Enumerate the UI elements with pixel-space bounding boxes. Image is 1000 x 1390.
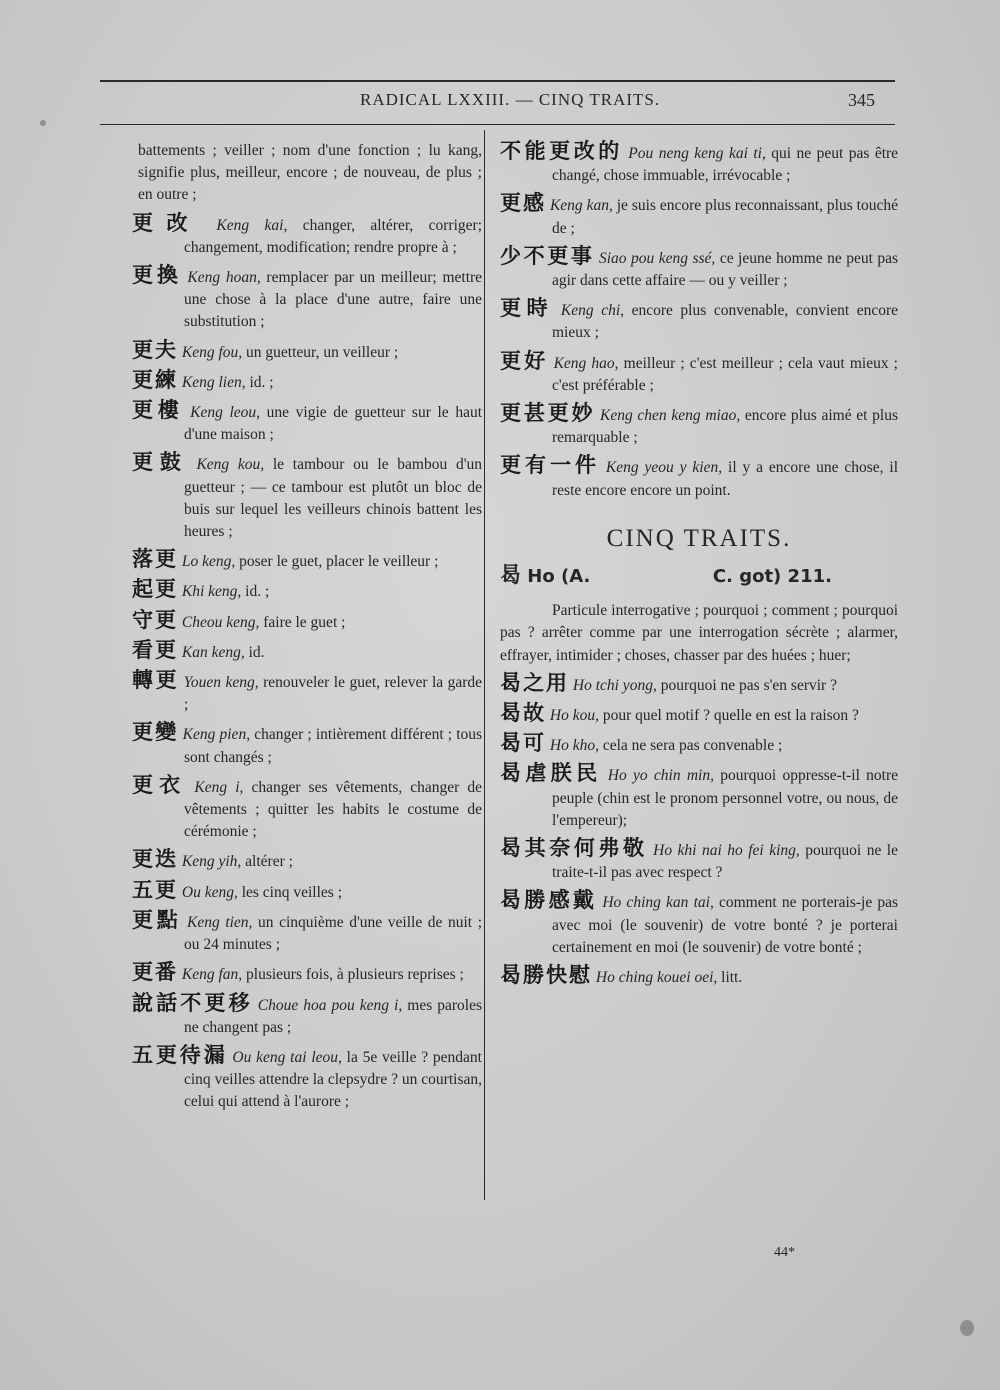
entry-definition: plusieurs fois, à plusieurs reprises ;: [246, 966, 464, 984]
right-column: [500, 140, 898, 994]
head-reading: Ho (A.: [527, 566, 591, 588]
dictionary-entry: [132, 1044, 482, 1114]
entry-definition: pourquoi oppresse-t-il notre peuple (chin est le pronom personnel votre, ou nous, de l'empereur);: [552, 767, 899, 829]
entry-definition: poser le guet, placer le veilleur ;: [239, 553, 439, 571]
entry-definition: le tambour ou le bambou d'un guetteur ; — ce tambour est plutôt un bloc de buis sur lequel les veilleurs chinois battent les heures ;: [184, 456, 483, 541]
entry-hanzi: 落更: [132, 547, 178, 572]
entry-definition: pourquoi ne pas s'en servir ?: [660, 676, 837, 694]
entry-hanzi: 看更: [132, 637, 178, 662]
entry-definition: ce jeune homme ne peut pas agir dans cette affaire — ou y veiller ;: [552, 249, 899, 290]
entry-transcription: Keng chi,: [560, 302, 625, 320]
dictionary-entry: [500, 140, 898, 187]
left-column: [132, 140, 482, 1119]
dictionary-entry: [132, 639, 482, 664]
entry-definition: une vigie de guetteur sur le haut d'une maison ;: [184, 404, 482, 444]
column-divider: [484, 130, 485, 1200]
entry-hanzi: 更變: [132, 720, 179, 745]
entry-definition: renouveler le guet, relever la garde ;: [184, 674, 483, 714]
entry-transcription: Lo keng,: [181, 553, 236, 571]
entry-hanzi: 少不更事: [500, 243, 595, 268]
entry-definition: mes paroles ne changent pas ;: [184, 996, 483, 1036]
entry-transcription: Keng i,: [194, 778, 244, 796]
head-cantonese: C. got) 211.: [712, 566, 832, 588]
entry-definition: pour quel motif ? quelle en est la raison ?: [602, 707, 859, 725]
dictionary-entry: [132, 992, 482, 1039]
entry-transcription: Kan keng,: [181, 643, 245, 661]
dictionary-entry: [500, 889, 898, 959]
entry-definition: remplacer par un meilleur; mettre une chose à la place d'une autre, faire une substitution ;: [184, 269, 483, 331]
dictionary-entry: [500, 732, 898, 757]
dictionary-entry: [132, 399, 482, 446]
paper-spot: [40, 120, 46, 126]
dictionary-entry: [500, 702, 898, 727]
dictionary-entry: [132, 909, 482, 956]
entry-hanzi: 更衣: [132, 772, 187, 797]
entry-transcription: Keng pien,: [182, 726, 251, 744]
paper-spot: [960, 1320, 974, 1336]
entry-transcription: Ho khi nai ho fei king,: [653, 842, 800, 860]
entry-hanzi: 更感: [500, 191, 547, 216]
entry-definition: je suis encore plus reconnaissant, plus touché de ;: [552, 197, 898, 237]
dictionary-entry: [132, 669, 482, 716]
dictionary-entry: [500, 762, 898, 832]
dictionary-entry: [132, 961, 482, 986]
head-hanzi: 曷: [500, 563, 521, 588]
entry-definition: encore plus convenable, convient encore mieux ;: [552, 302, 899, 342]
continuation-text: battements ; veiller ; nom d'une fonction ; lu kang, signifie plus, meilleur, encore ; de nouveau, de plus ; en outre ;: [138, 142, 482, 204]
entry-definition: altérer ;: [245, 853, 293, 871]
dictionary-entry: [500, 964, 898, 989]
dictionary-entry: [132, 451, 482, 543]
dictionary-entry: [500, 837, 898, 884]
dictionary-entry: [500, 672, 898, 697]
entry-transcription: Ou keng,: [181, 883, 238, 901]
entry-hanzi: 更鼓: [132, 450, 188, 475]
entry-transcription: Ho ching kouei oei,: [595, 969, 718, 987]
entry-hanzi: 起更: [132, 577, 178, 602]
entry-transcription: Keng yih,: [181, 853, 242, 871]
entry-hanzi: 更時: [500, 296, 554, 321]
dictionary-entry: [132, 774, 482, 844]
entry-transcription: Keng yeou y kien,: [605, 459, 723, 477]
entry-definition: cela ne sera pas convenable ;: [602, 737, 783, 755]
head-paragraph: Particule interrogative ; pourquoi ; comment ; pourquoi pas ? arrêter comme par une interrogation sécrète ; alarmer, effrayer, intimider ; choses, chasser par des huées ; huer;: [500, 602, 898, 664]
entry-transcription: Pou neng keng kai ti,: [628, 145, 766, 162]
entry-transcription: Ho kou,: [549, 707, 599, 725]
entry-transcription: Ho tchi yong,: [572, 676, 657, 694]
entry-transcription: Ho ching kan tai,: [602, 894, 714, 912]
entry-transcription: Keng leou,: [190, 404, 261, 422]
entry-hanzi: 更點: [132, 907, 182, 932]
running-head: RADICAL LXXIII. — CINQ TRAITS.: [360, 90, 661, 109]
dictionary-entry: [132, 879, 482, 904]
entry-hanzi: 更番: [132, 960, 178, 985]
dictionary-entry: [132, 609, 482, 634]
entry-definition: id.: [248, 643, 265, 661]
dictionary-entry: [500, 192, 898, 239]
entry-hanzi: 更夫: [132, 337, 178, 362]
entry-hanzi: 說話不更移: [132, 990, 253, 1015]
left-entries: [132, 212, 482, 1114]
entry-definition: changer, altérer, corriger; changement, modification; rendre propre à ;: [184, 216, 483, 256]
dictionary-entry: [132, 212, 482, 259]
dictionary-entry: [132, 848, 482, 873]
entry-hanzi: 更迭: [132, 847, 178, 872]
top-rule: [100, 80, 895, 82]
entry-definition: meilleur ; c'est meilleur ; cela vaut mieux ; c'est préférable ;: [552, 354, 898, 394]
dictionary-entry: [500, 297, 898, 344]
entry-hanzi: 轉更: [132, 668, 180, 693]
entry-hanzi: 五更待漏: [132, 1042, 228, 1067]
entry-hanzi: 更改: [132, 210, 202, 235]
entry-transcription: Cheou keng,: [181, 613, 260, 631]
entry-hanzi: 更換: [132, 263, 182, 288]
entry-transcription: Keng fan,: [181, 966, 243, 984]
entry-definition: encore plus aimé et plus remarquable ;: [552, 407, 899, 447]
entry-hanzi: 五更: [132, 877, 178, 902]
entry-transcription: Keng tien,: [187, 913, 253, 931]
entry-transcription: Khi keng,: [181, 583, 242, 601]
entry-definition: la 5e veille ? pendant cinq veilles attendre la clepsydre ? un courtisan, celui qui attend à l'aurore ;: [184, 1048, 482, 1111]
entry-definition: un guetteur, un veilleur ;: [246, 343, 399, 361]
entry-transcription: Ou keng tai leou,: [232, 1048, 342, 1066]
entry-transcription: Ho yo chin min,: [607, 767, 714, 785]
dictionary-entry: [500, 454, 898, 501]
entry-hanzi: 曷勝快慰: [500, 963, 592, 988]
entry-hanzi: 更有一件: [500, 453, 601, 478]
dictionary-entry: [132, 339, 482, 364]
header-rule: [100, 124, 895, 125]
entry-transcription: Keng hoan,: [187, 269, 261, 287]
entry-definition: comment ne porterais-je pas avec moi (le souvenir) de votre bonté ? je porterai certainement en moi (le souvenir) de votre bonté ;: [552, 894, 899, 956]
entry-transcription: Keng fou,: [181, 343, 243, 361]
entry-definition: id. ;: [245, 583, 270, 601]
dictionary-entry: [132, 548, 482, 573]
entry-hanzi: 更好: [500, 348, 549, 373]
entry-hanzi: 曷勝感戴: [500, 888, 598, 913]
entry-hanzi: 曷其奈何弗敬: [500, 836, 648, 861]
entry-transcription: Keng kou,: [196, 456, 265, 474]
entry-hanzi: 更練: [132, 367, 178, 392]
entry-hanzi: 曷之用: [500, 670, 569, 695]
right-entries-top: [500, 140, 898, 502]
entry-transcription: Siao pou keng ssé,: [598, 249, 716, 267]
entry-hanzi: 曷可: [500, 731, 546, 756]
entry-definition: pourquoi ne le traite-t-il pas avec respect ?: [552, 842, 898, 882]
entry-definition: changer ses vêtements, changer de vêtements ; quitter les habits le costume de cérémonie ;: [184, 778, 483, 841]
entry-hanzi: 更樓: [132, 398, 184, 423]
page-number: 345: [848, 90, 875, 110]
dictionary-entry: [132, 721, 482, 768]
dictionary-entry: [132, 264, 482, 334]
entry-hanzi: 曷故: [500, 701, 546, 726]
section-title: CINQ TRAITS.: [606, 524, 792, 552]
entry-transcription: Keng chen keng miao,: [600, 407, 741, 425]
dictionary-entry: [132, 578, 482, 603]
entry-transcription: Choue hoa pou keng i,: [257, 996, 403, 1014]
entry-hanzi: 曷虐朕民: [500, 761, 602, 786]
entry-definition: faire le guet ;: [263, 613, 346, 631]
entry-definition: changer ; intièrement différent ; tous sont changés ;: [184, 726, 483, 766]
entry-hanzi: 守更: [132, 607, 178, 632]
entry-transcription: Keng hao,: [553, 354, 619, 372]
entry-transcription: Youen keng,: [183, 674, 259, 692]
entry-definition: litt.: [721, 969, 743, 987]
entry-transcription: Keng lien,: [181, 373, 246, 391]
dictionary-entry: [500, 245, 898, 292]
entry-transcription: Keng kai,: [216, 216, 288, 234]
entry-definition: les cinq veilles ;: [241, 883, 342, 901]
dictionary-entry: [500, 350, 898, 397]
right-entries-bottom: [500, 672, 898, 989]
entry-hanzi: 更甚更妙: [500, 401, 596, 426]
entry-definition: il y a encore une chose, il reste encore encore un point.: [552, 459, 899, 499]
entry-transcription: Ho kho,: [549, 737, 599, 755]
head-entry: [500, 564, 898, 588]
entry-transcription: Keng kan,: [549, 197, 613, 215]
signature-mark: 44*: [774, 1245, 795, 1260]
entry-definition: id. ;: [249, 373, 274, 391]
entry-definition: un cinquième d'une veille de nuit ; ou 24 minutes ;: [184, 913, 483, 954]
dictionary-entry: [500, 402, 898, 449]
entry-hanzi: 不能更改的: [500, 139, 623, 163]
dictionary-entry: [132, 369, 482, 394]
entry-definition: qui ne peut pas être changé, chose immuable, irrévocable ;: [552, 145, 899, 185]
